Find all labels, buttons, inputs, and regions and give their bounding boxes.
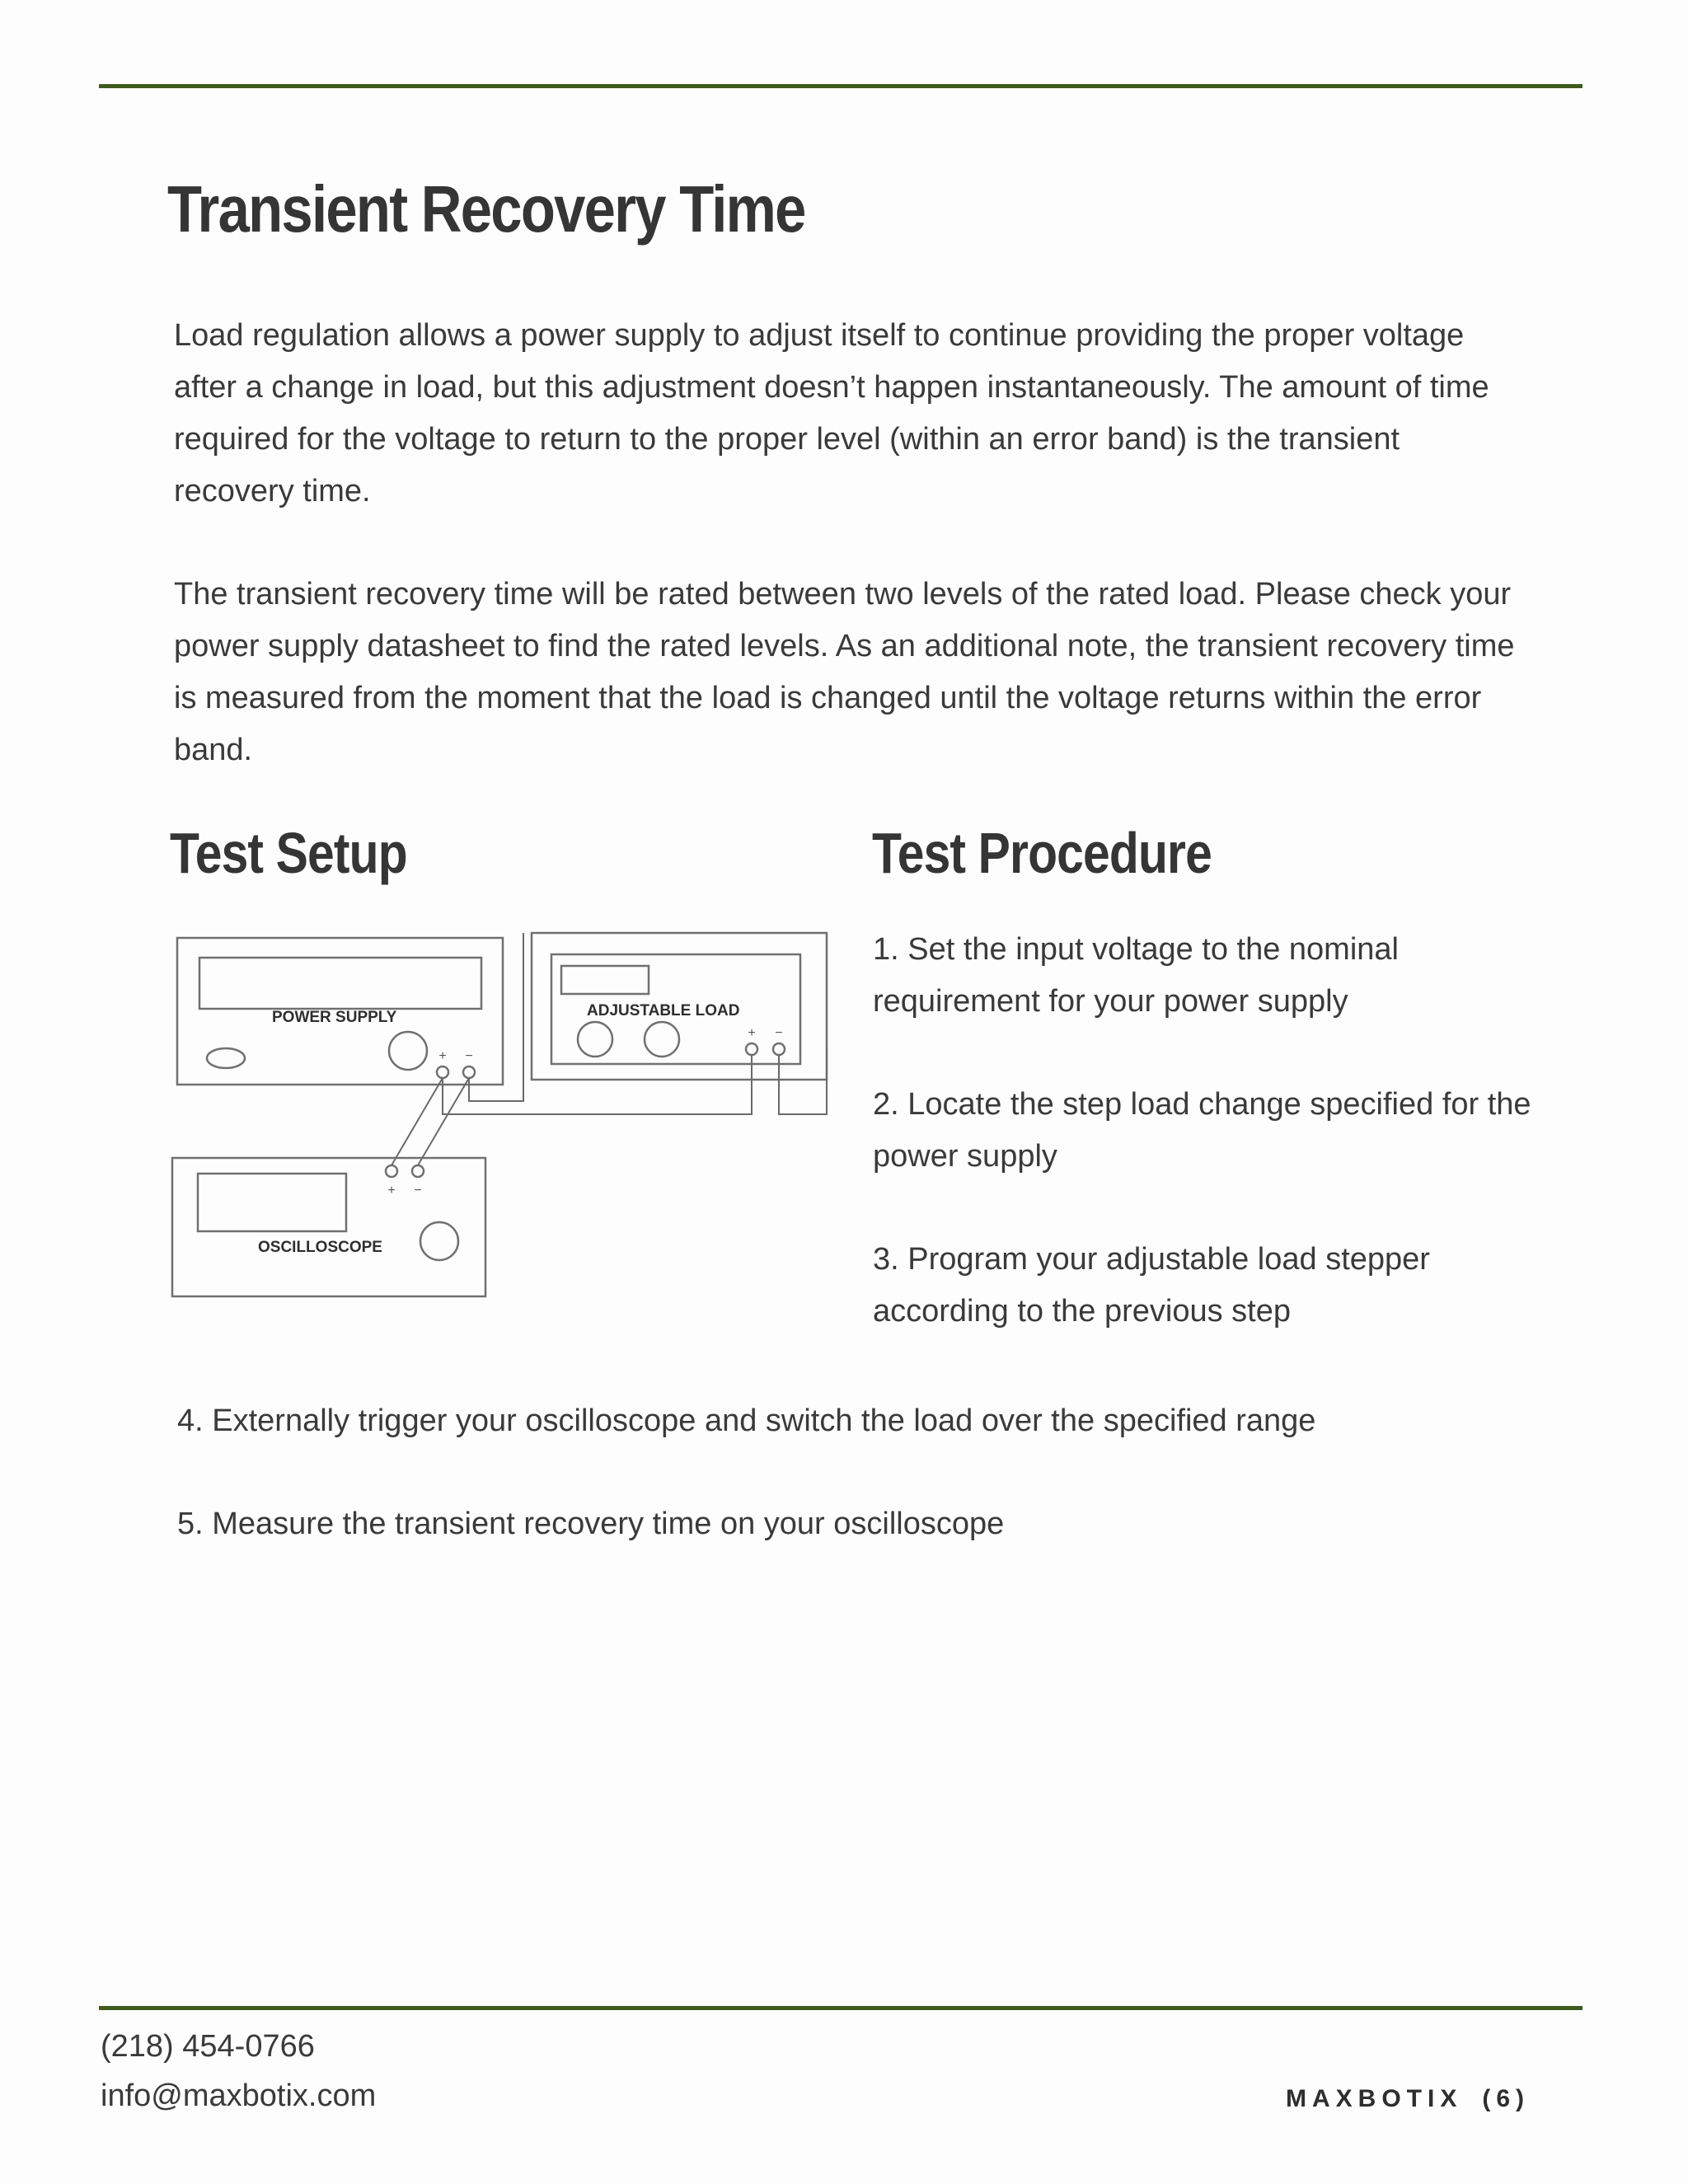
top-rule — [99, 84, 1582, 88]
procedure-step-4: 4. Externally trigger your oscilloscope and switch the load over the specified range — [177, 1404, 1316, 1438]
footer-phone: (218) 454-0766 — [101, 2029, 315, 2064]
test-procedure-heading: Test Procedure — [872, 821, 1212, 885]
test-setup-diagram — [165, 923, 841, 1302]
footer-brand-name: MAXBOTIX — [1286, 2085, 1463, 2112]
power-supply-minus-sign: − — [465, 1049, 473, 1063]
scope-plus-sign: + — [387, 1183, 396, 1197]
procedure-step-5: 5. Measure the transient recovery time on your oscilloscope — [177, 1507, 1005, 1541]
oscilloscope-label: OSCILLOSCOPE — [258, 1239, 382, 1256]
load-minus-sign: − — [775, 1026, 783, 1040]
footer-email: info@maxbotix.com — [101, 2079, 377, 2113]
bottom-rule — [99, 2006, 1582, 2010]
power-supply-plus-sign: + — [438, 1049, 447, 1063]
test-setup-heading: Test Setup — [170, 821, 407, 885]
load-plus-sign: + — [748, 1026, 756, 1040]
procedure-step-2: 2. Locate the step load change specified for the power supply — [873, 1087, 1531, 1174]
scope-minus-sign: − — [414, 1183, 422, 1197]
power-supply-label: POWER SUPPLY — [272, 1009, 397, 1026]
page-title: Transient Recovery Time — [167, 172, 805, 246]
procedure-step-3: 3. Program your adjustable load stepper according to the previous step — [873, 1242, 1430, 1329]
footer-page-number: (6) — [1482, 2085, 1531, 2112]
intro-paragraph-1: Load regulation allows a power supply to adjust itself to continue providing the proper voltage after a change in load, but this adjustment doesn’t happen instantaneously. The amount of time required for the voltage to return to the proper level (within an error band) is the transient recovery time. — [174, 318, 1489, 509]
footer-brand — [1286, 2085, 1530, 2113]
adjustable-load-label: ADJUSTABLE LOAD — [587, 1002, 740, 1019]
intro-paragraph-2: The transient recovery time will be rated between two levels of the rated load. Please check your power supply datasheet to find the rated levels. As an additional note, the transient recovery time is measured from the moment that the load is changed until the voltage returns within the error band. — [174, 577, 1515, 767]
procedure-step-1: 1. Set the input voltage to the nominal requirement for your power supply — [873, 932, 1399, 1019]
oscilloscope-unit — [172, 1158, 485, 1296]
